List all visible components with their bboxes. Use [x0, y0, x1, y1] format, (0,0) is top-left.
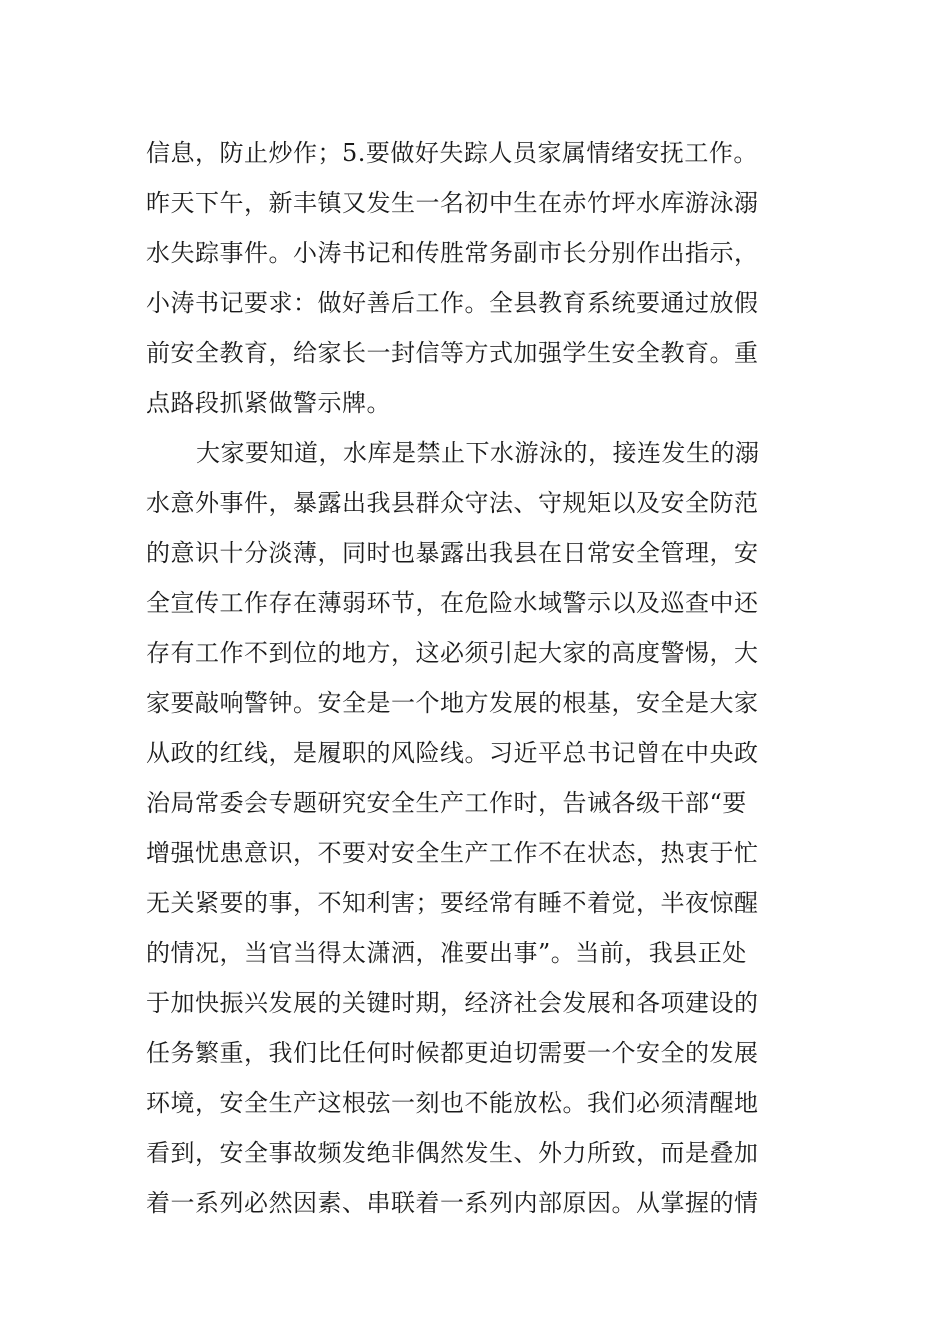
text-line: 前安全教育，给家长一封信等方式加强学生安全教育。重 — [146, 339, 759, 367]
text-line: 无关紧要的事，不知利害；要经常有睡不着觉，半夜惊醒 — [146, 889, 759, 917]
text-line: 于加快振兴发展的关键时期，经济社会发展和各项建设的 — [146, 989, 759, 1017]
text-line: 昨天下午，新丰镇又发生一名初中生在赤竹坪水库游泳溺 — [146, 189, 759, 217]
text-line: 任务繁重，我们比任何时候都更迫切需要一个安全的发展 — [146, 1039, 759, 1067]
text-line: 家要敲响警钟。安全是一个地方发展的根基，安全是大家 — [146, 689, 759, 717]
paragraph-first-line: 大家要知道，水库是禁止下水游泳的，接连发生的溺 — [196, 439, 760, 467]
text-line: 增强忧患意识，不要对安全生产工作不在状态，热衷于忙 — [146, 839, 759, 867]
text-line: 全宣传工作存在薄弱环节，在危险水域警示以及巡查中还 — [146, 589, 759, 617]
text-line: 看到，安全事故频发绝非偶然发生、外力所致，而是叠加 — [146, 1139, 759, 1167]
text-line: 环境，安全生产这根弦一刻也不能放松。我们必须清醒地 — [146, 1089, 759, 1117]
text-line: 存有工作不到位的地方，这必须引起大家的高度警惕，大 — [146, 639, 759, 667]
text-line: 的意识十分淡薄，同时也暴露出我县在日常安全管理，安 — [146, 539, 759, 567]
text-line: 着一系列必然因素、串联着一系列内部原因。从掌握的情 — [146, 1189, 759, 1217]
text-line: 信息，防止炒作；5.要做好失踪人员家属情绪安抚工作。 — [146, 139, 758, 167]
text-line: 水失踪事件。小涛书记和传胜常务副市长分别作出指示， — [146, 239, 759, 267]
text-line: 点路段抓紧做警示牌。 — [146, 389, 391, 417]
text-line: 水意外事件，暴露出我县群众守法、守规矩以及安全防范 — [146, 489, 759, 517]
text-line: 从政的红线，是履职的风险线。习近平总书记曾在中央政 — [146, 739, 759, 767]
text-line: 小涛书记要求：做好善后工作。全县教育系统要通过放假 — [146, 289, 759, 317]
text-line: 的情况，当官当得太潇洒，准要出事”。当前，我县正处 — [146, 939, 747, 967]
body-text — [146, 128, 786, 1228]
text-line: 治局常委会专题研究安全生产工作时，告诫各级干部“要 — [146, 789, 747, 817]
